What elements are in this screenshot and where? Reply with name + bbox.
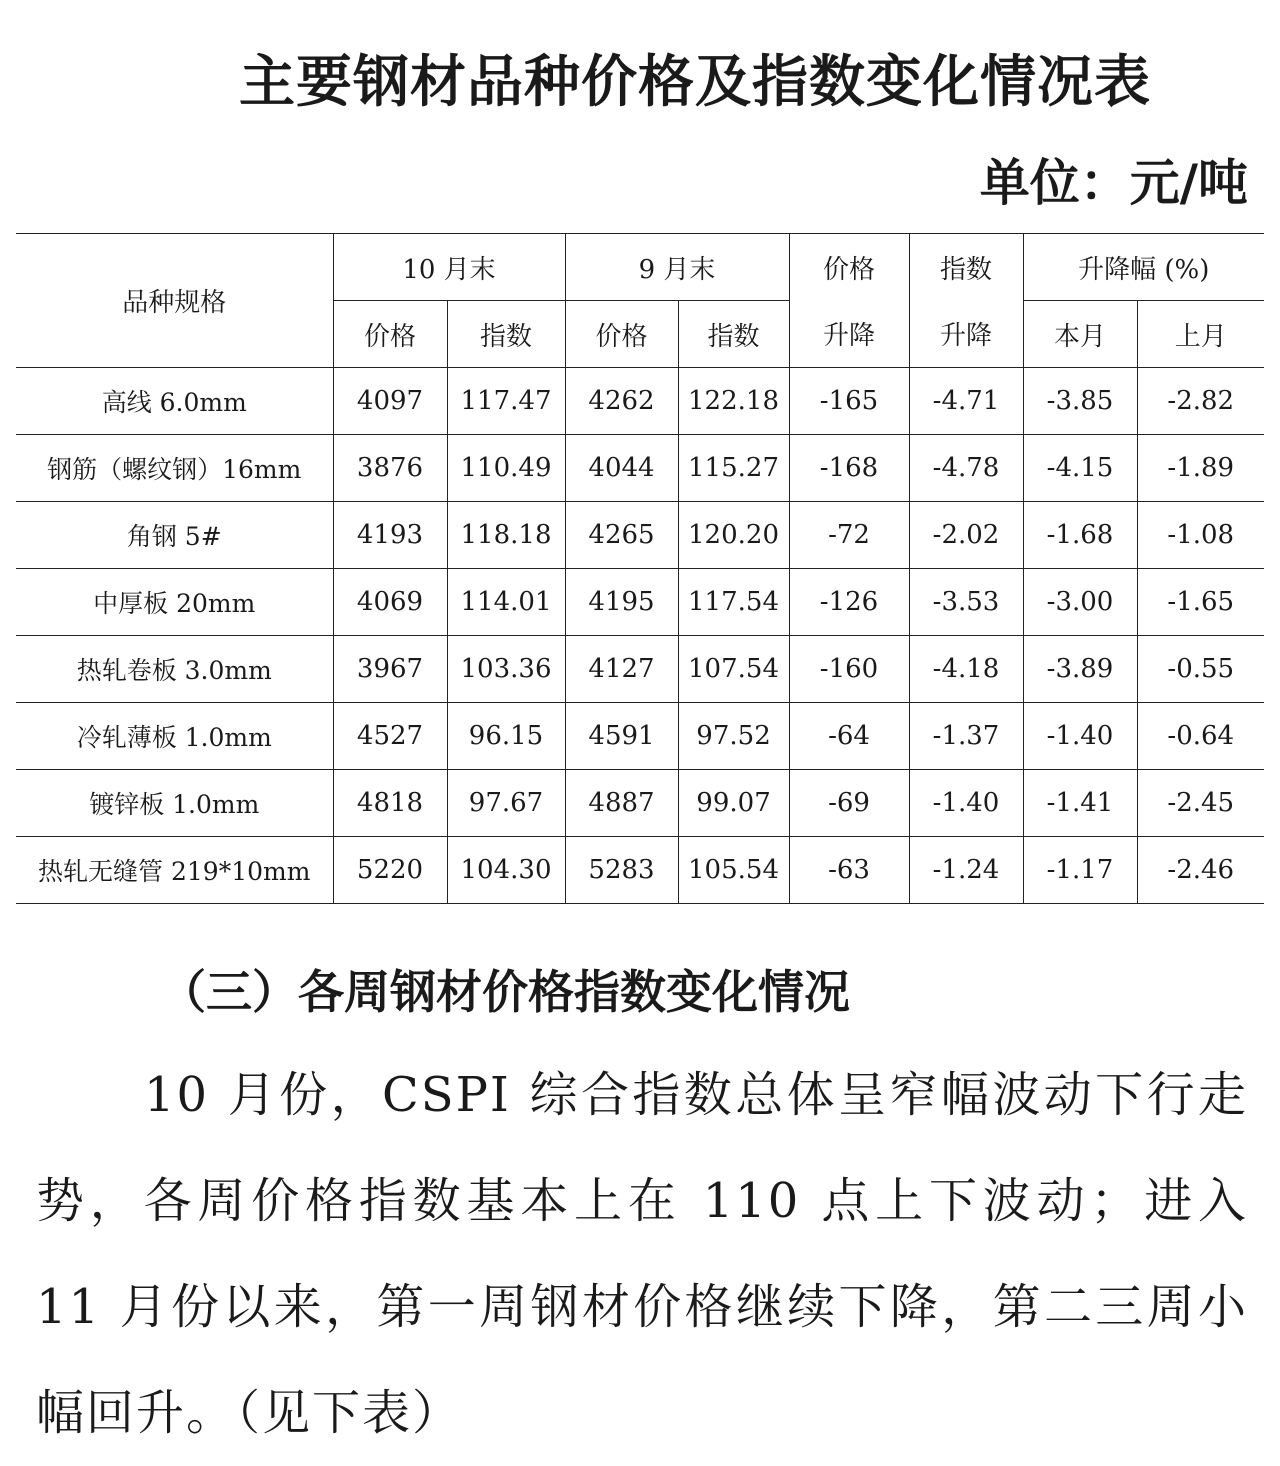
table-row [16, 703, 1264, 770]
cell-name: 钢筋（螺纹钢）16mm [16, 435, 333, 502]
table-row [16, 569, 1264, 636]
header-variety: 品种规格 [16, 234, 333, 368]
cell-name: 热轧无缝管 219*10mm [16, 837, 333, 904]
cell-sep-price: 4195 [565, 569, 678, 636]
cell-price-chg: -64 [789, 703, 909, 770]
cell-index-chg: -1.37 [909, 703, 1023, 770]
header-sep-price: 价格 [565, 301, 678, 368]
cell-oct-index: 97.67 [447, 770, 565, 837]
cell-sep-price: 4265 [565, 502, 678, 569]
header-this-month: 本月 [1023, 301, 1137, 368]
cell-last-month: -2.82 [1137, 368, 1264, 435]
header-sep-index: 指数 [678, 301, 789, 368]
cell-sep-index: 117.54 [678, 569, 789, 636]
cell-sep-index: 105.54 [678, 837, 789, 904]
table-row [16, 770, 1264, 837]
cell-sep-index: 120.20 [678, 502, 789, 569]
cell-oct-price: 5220 [333, 837, 447, 904]
cell-last-month: -1.89 [1137, 435, 1264, 502]
header-price-change-bottom: 升降 [789, 301, 909, 368]
cell-this-month: -1.40 [1023, 703, 1137, 770]
cell-index-chg: -4.18 [909, 636, 1023, 703]
cell-oct-price: 4818 [333, 770, 447, 837]
cell-last-month: -2.46 [1137, 837, 1264, 904]
cell-oct-price: 3967 [333, 636, 447, 703]
header-index-change-top: 指数 [909, 234, 1023, 301]
cell-oct-price: 4069 [333, 569, 447, 636]
cell-price-chg: -63 [789, 837, 909, 904]
cell-price-chg: -160 [789, 636, 909, 703]
cell-this-month: -3.00 [1023, 569, 1137, 636]
cell-index-chg: -4.78 [909, 435, 1023, 502]
cell-name: 中厚板 20mm [16, 569, 333, 636]
body-paragraph: 10 月份，CSPI 综合指数总体呈窄幅波动下行走势，各周价格指数基本上在 110 点上下波动；进入 11 月份以来，第一周钢材价格继续下降，第二三周小幅回升。（见下表） [36, 1067, 1248, 1441]
cell-index-chg: -4.71 [909, 368, 1023, 435]
cell-oct-index: 103.36 [447, 636, 565, 703]
cell-sep-price: 4591 [565, 703, 678, 770]
cell-index-chg: -1.40 [909, 770, 1023, 837]
cell-price-chg: -126 [789, 569, 909, 636]
cell-last-month: -0.55 [1137, 636, 1264, 703]
cell-oct-index: 110.49 [447, 435, 565, 502]
cell-oct-index: 104.30 [447, 837, 565, 904]
cell-this-month: -1.41 [1023, 770, 1137, 837]
cell-oct-index: 114.01 [447, 569, 565, 636]
cell-sep-price: 4887 [565, 770, 678, 837]
cell-this-month: -4.15 [1023, 435, 1137, 502]
cell-last-month: -1.08 [1137, 502, 1264, 569]
cell-oct-index: 117.47 [447, 368, 565, 435]
section-heading: （三）各周钢材价格指数变化情况 [160, 965, 850, 1019]
cell-sep-index: 107.54 [678, 636, 789, 703]
cell-sep-price: 4262 [565, 368, 678, 435]
cell-sep-index: 115.27 [678, 435, 789, 502]
cell-sep-price: 5283 [565, 837, 678, 904]
cell-sep-price: 4127 [565, 636, 678, 703]
cell-this-month: -3.85 [1023, 368, 1137, 435]
cell-oct-price: 4527 [333, 703, 447, 770]
cell-price-chg: -72 [789, 502, 909, 569]
table-row [16, 502, 1264, 569]
cell-last-month: -1.65 [1137, 569, 1264, 636]
header-oct-end: 10 月末 [333, 234, 565, 301]
cell-oct-price: 4097 [333, 368, 447, 435]
steel-price-table [16, 233, 1264, 904]
header-last-month: 上月 [1137, 301, 1264, 368]
cell-name: 镀锌板 1.0mm [16, 770, 333, 837]
header-index-change-bottom: 升降 [909, 301, 1023, 368]
header-sep-end: 9 月末 [565, 234, 789, 301]
cell-name: 热轧卷板 3.0mm [16, 636, 333, 703]
cell-index-chg: -3.53 [909, 569, 1023, 636]
cell-oct-index: 118.18 [447, 502, 565, 569]
cell-this-month: -1.17 [1023, 837, 1137, 904]
cell-index-chg: -1.24 [909, 837, 1023, 904]
cell-last-month: -0.64 [1137, 703, 1264, 770]
unit-label: 单位：元/吨 [979, 154, 1248, 212]
header-oct-index: 指数 [447, 301, 565, 368]
table-row [16, 435, 1264, 502]
header-change-pct: 升降幅 (%) [1023, 234, 1264, 301]
cell-oct-index: 96.15 [447, 703, 565, 770]
page-title: 主要钢材品种价格及指数变化情况表 [239, 50, 1151, 115]
cell-sep-index: 122.18 [678, 368, 789, 435]
cell-oct-price: 4193 [333, 502, 447, 569]
cell-this-month: -3.89 [1023, 636, 1137, 703]
cell-price-chg: -168 [789, 435, 909, 502]
cell-index-chg: -2.02 [909, 502, 1023, 569]
table-row [16, 636, 1264, 703]
header-oct-price: 价格 [333, 301, 447, 368]
cell-name: 冷轧薄板 1.0mm [16, 703, 333, 770]
cell-sep-index: 99.07 [678, 770, 789, 837]
cell-sep-index: 97.52 [678, 703, 789, 770]
table-row [16, 368, 1264, 435]
cell-price-chg: -69 [789, 770, 909, 837]
cell-name: 高线 6.0mm [16, 368, 333, 435]
cell-oct-price: 3876 [333, 435, 447, 502]
cell-last-month: -2.45 [1137, 770, 1264, 837]
cell-this-month: -1.68 [1023, 502, 1137, 569]
cell-name: 角钢 5# [16, 502, 333, 569]
cell-sep-price: 4044 [565, 435, 678, 502]
table-row [16, 837, 1264, 904]
cell-price-chg: -165 [789, 368, 909, 435]
header-price-change-top: 价格 [789, 234, 909, 301]
